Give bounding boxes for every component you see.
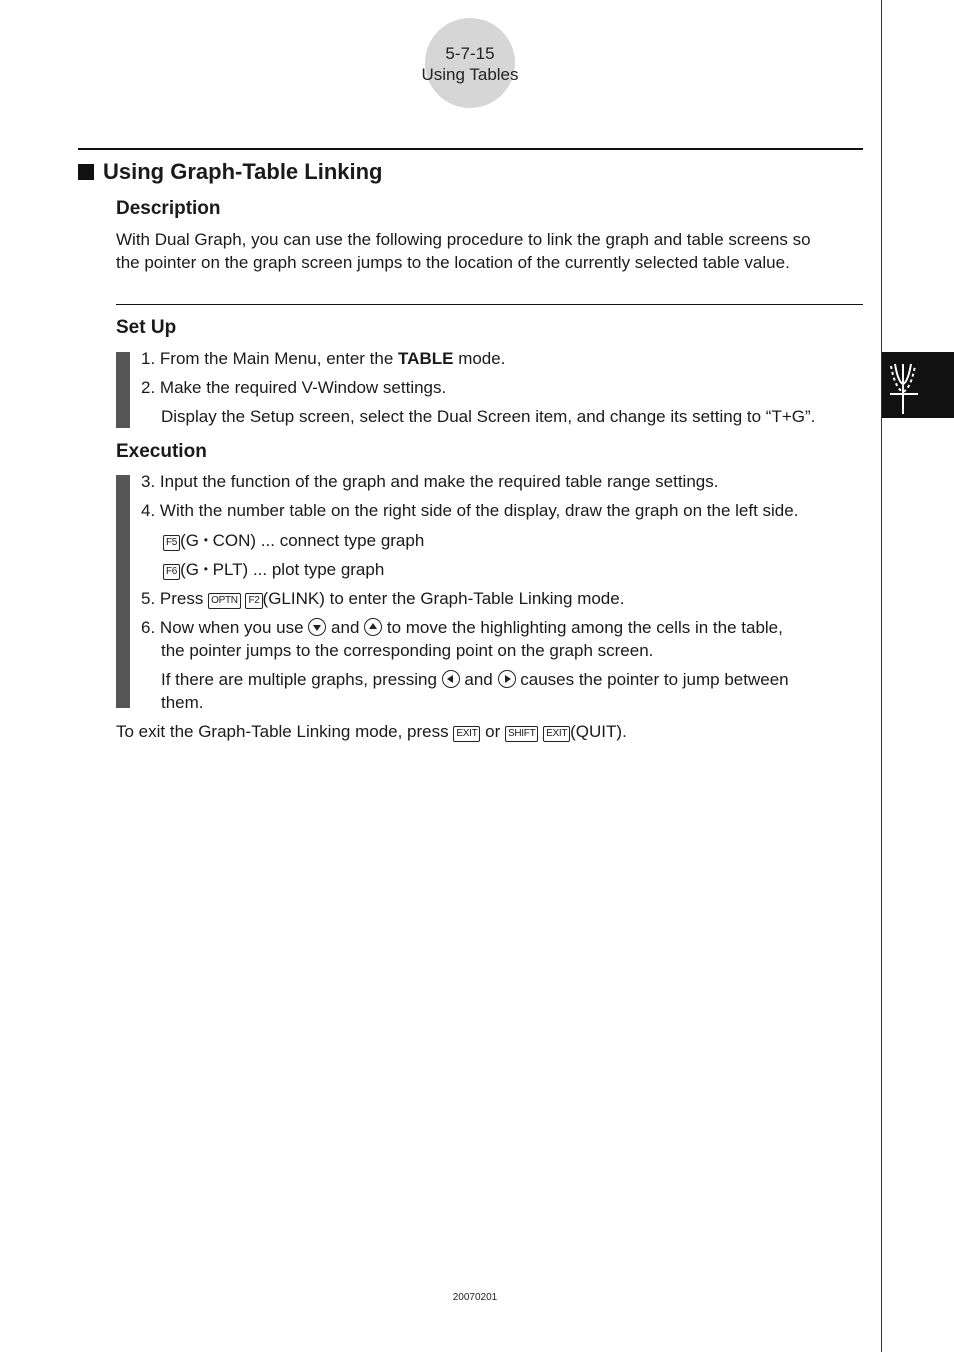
section-name: Using Tables <box>421 65 519 84</box>
description-line: With Dual Graph, you can use the following procedure to link the graph and table screens so <box>116 230 811 249</box>
square-bullet-icon <box>78 164 94 180</box>
execution-step-3: 3. Input the function of the graph and make the required table range settings. <box>141 472 719 491</box>
execution-step-6-line2: the pointer jumps to the corresponding point on the graph screen. <box>161 641 654 660</box>
setup-step-1: 1. From the Main Menu, enter the TABLE mode. <box>141 349 506 368</box>
setup-sidebar-bar <box>116 352 130 428</box>
chapter-tab <box>882 352 954 418</box>
option-connect: F5 (G • CON) ... connect type graph <box>163 529 424 552</box>
optn-key-icon: OPTN <box>208 593 241 609</box>
description-heading: Description <box>116 198 221 219</box>
graph-icon <box>882 352 954 418</box>
page-header <box>400 43 540 85</box>
table-mode-name: TABLE <box>398 349 454 368</box>
title-text: Using Graph-Table Linking <box>103 159 383 184</box>
section-title <box>78 159 383 185</box>
left-arrow-key-icon <box>442 670 460 688</box>
execution-heading: Execution <box>116 441 207 462</box>
exit-key-icon: EXIT <box>543 726 570 742</box>
execution-sidebar-bar <box>116 475 130 708</box>
description-text <box>116 228 811 274</box>
description-line: the pointer on the graph screen jumps to the location of the currently selected table value. <box>116 253 790 272</box>
divider-rule <box>116 304 863 305</box>
setup-step-2-note: Display the Setup screen, select the Dual Screen item, and change its setting to “T+G”. <box>161 407 816 426</box>
option-plot: F6 (G • PLT) ... plot type graph <box>163 558 384 581</box>
f5-key-icon: F5 <box>163 535 180 551</box>
execution-step-6: 6. Now when you use and to move the highlighting among the cells in the table, <box>141 618 783 637</box>
section-rule <box>78 148 863 150</box>
exit-key-icon: EXIT <box>453 726 480 742</box>
execution-step-6-note-line2: them. <box>161 693 204 712</box>
footer-code: 20070201 <box>452 1292 498 1303</box>
f2-key-icon: F2 <box>245 593 262 609</box>
f6-key-icon: F6 <box>163 564 180 580</box>
right-margin-rule <box>881 0 882 1352</box>
setup-heading: Set Up <box>116 317 177 338</box>
setup-step-2: 2. Make the required V-Window settings. <box>141 378 447 397</box>
right-arrow-key-icon <box>498 670 516 688</box>
execution-step-5: 5. Press OPTN F2 (GLINK) to enter the Graph-Table Linking mode. <box>141 589 625 608</box>
shift-key-icon: SHIFT <box>505 726 538 742</box>
execution-step-6-note: If there are multiple graphs, pressing and causes the pointer to jump between <box>161 670 789 689</box>
execution-step-4: 4. With the number table on the right side of the display, draw the graph on the left side. <box>141 501 799 520</box>
down-arrow-key-icon <box>308 618 326 636</box>
page-number: 5-7-15 <box>445 44 495 63</box>
exit-note: To exit the Graph-Table Linking mode, press EXIT or SHIFT EXIT (QUIT). <box>116 722 627 741</box>
up-arrow-key-icon <box>364 618 382 636</box>
